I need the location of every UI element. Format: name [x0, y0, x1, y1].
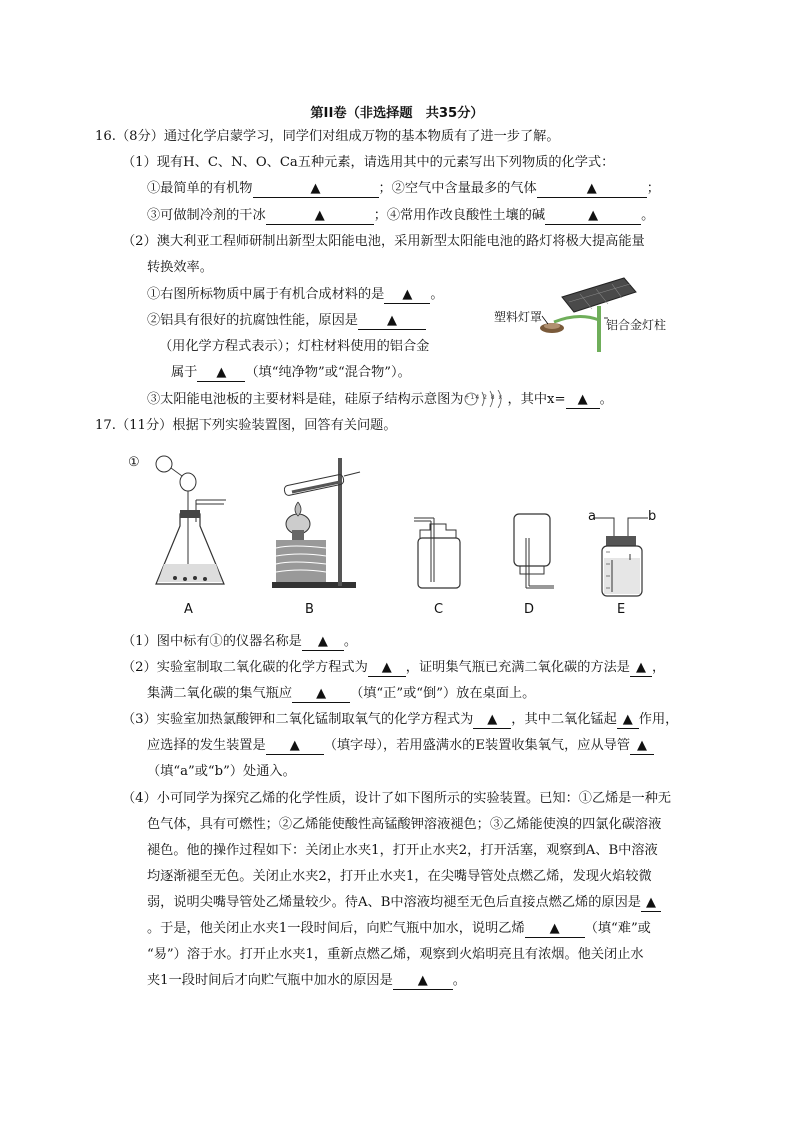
apparatus-c-drawing	[408, 508, 468, 608]
answer-marker: ▲	[586, 181, 597, 196]
answer-blank[interactable]	[473, 712, 511, 729]
q17-text: （3）实验室加热氯酸钾和二氧化锰制取氧气的化学方程式为	[122, 712, 474, 727]
answer-blank[interactable]	[630, 660, 652, 677]
answer-marker: ▲	[314, 208, 325, 223]
q17-text: 作用，	[638, 712, 679, 727]
answer-marker: ▲	[487, 712, 498, 727]
q16-sub2-text: ②铝具有很好的抗腐蚀性能，原因是	[147, 313, 358, 328]
answer-marker: ▲	[316, 686, 327, 701]
q16-row2	[147, 207, 654, 225]
q17-text: 集满二氧化碳的集气瓶应	[147, 686, 293, 701]
apparatus-label-a: A	[184, 602, 193, 617]
q16-item4: ；④常用作改良酸性土壤的碱	[373, 208, 546, 223]
q17-part4-line7: “易”）溶于水。打开止水夹1，重新点燃乙烯，观察到火焰明亮且有浓烟。他关闭止水	[147, 947, 644, 962]
q17-part3	[122, 711, 678, 729]
q16-part2-line2: 转换效率。	[147, 260, 213, 275]
q17-part4-line4: 均逐渐褪至无色。关闭止水夹2，打开止水夹1，在尖嘴导管处点燃乙烯，发现火焰较微	[147, 869, 652, 884]
answer-marker: ▲	[645, 895, 656, 910]
q16-stem: 16.（8分）通过化学启蒙学习，同学们对组成万物的基本物质有了进一步了解。	[95, 129, 560, 144]
q17-text: （填“正”或“倒”）放在桌面上。	[350, 686, 536, 701]
q17-text: （2）实验室制取二氧化碳的化学方程式为	[122, 660, 368, 675]
port-b-label: b	[648, 509, 657, 524]
q16-sub2-line3	[171, 364, 411, 382]
q16-row1	[147, 180, 660, 198]
punct: 。	[641, 208, 655, 223]
q17-text: ，证明集气瓶已充满二氧化碳的方法是	[405, 660, 630, 675]
answer-blank[interactable]	[384, 287, 430, 304]
q16-sub1-text: ①右图所标物质中属于有机合成材料的是	[147, 287, 385, 302]
q16-sub2-line2: （用化学方程式表示）；灯柱材料使用的铝合金	[159, 339, 430, 354]
answer-blank[interactable]	[641, 895, 661, 912]
q17-part3-line2	[147, 737, 654, 755]
answer-marker: ▲	[622, 712, 633, 727]
punct: 。	[343, 634, 358, 649]
q17-stem: 17.（11分）根据下列实验装置图，回答有关问题。	[95, 418, 397, 433]
solar-street-lamp-figure	[524, 272, 674, 352]
q17-part4-line5	[147, 894, 661, 912]
q17-part4-line8	[147, 972, 466, 990]
q16-part1: （1）现有H、C、N、O、Ca五种元素，请选用其中的元素写出下列物质的化学式：	[122, 155, 615, 170]
answer-marker: ▲	[387, 313, 397, 328]
answer-blank[interactable]	[302, 634, 344, 651]
answer-marker: ▲	[549, 921, 560, 936]
q16-sub3	[147, 390, 613, 409]
answer-blank[interactable]	[368, 660, 406, 677]
q17-part1	[122, 633, 357, 651]
answer-blank[interactable]	[545, 208, 641, 225]
answer-marker: ▲	[635, 660, 646, 675]
q16-sub2-text: 属于	[171, 365, 198, 380]
answer-marker: ▲	[216, 365, 227, 380]
label-alloy-pole: 铝合金灯柱	[606, 318, 667, 332]
answer-blank[interactable]	[197, 365, 245, 382]
answer-blank[interactable]	[393, 973, 453, 990]
label-plastic-lampshade: 塑料灯罩	[494, 310, 543, 324]
answer-blank[interactable]	[630, 738, 654, 755]
q16-sub2-text: （填“纯净物”或“混合物”）。	[245, 365, 411, 380]
apparatus-a-drawing	[150, 452, 230, 592]
q17-part4-line1: （4）小可同学为探究乙烯的化学性质，设计了如下图所示的实验装置。已知：①乙烯是一种无	[122, 791, 672, 806]
q16-sub3-text: ，其中x=	[507, 392, 566, 407]
q17-part4-line3: 褪色。他的操作过程如下：关闭止水夹1，打开止水夹2，打开活塞，观察到A、B中溶液	[147, 843, 658, 858]
q16-sub1	[147, 286, 444, 304]
punct: 。	[452, 973, 466, 988]
q16-item2: ；②空气中含量最多的气体	[378, 181, 537, 196]
apparatus-label-b: B	[305, 602, 314, 617]
answer-blank[interactable]	[253, 181, 379, 198]
answer-marker: ▲	[402, 287, 413, 302]
answer-blank[interactable]	[266, 738, 324, 755]
q17-part2-line2	[147, 685, 535, 703]
apparatus-d-drawing	[502, 508, 562, 608]
atom-structure-text: +14 2 8 x	[464, 394, 504, 401]
punct: 。	[599, 392, 613, 407]
answer-marker: ▲	[417, 973, 428, 988]
answer-blank[interactable]	[266, 208, 374, 225]
q17-text: 应选择的发生装置是	[147, 738, 266, 753]
q17-part2	[122, 659, 665, 677]
answer-blank[interactable]	[617, 712, 639, 729]
answer-blank[interactable]	[537, 181, 647, 198]
circle-label-1: ①	[128, 455, 140, 470]
q16-item3: ③可做制冷剂的干冰	[147, 208, 266, 223]
q17-text: （填字母），若用盛满水的E装置收集氧气，应从导管	[323, 738, 631, 753]
answer-marker: ▲	[310, 181, 321, 196]
q16-part2-line1: （2）澳大利亚工程师研制出新型太阳能电池，采用新型太阳能电池的路灯将极大提高能量	[122, 234, 645, 249]
answer-blank[interactable]	[525, 921, 585, 938]
port-a-label: a	[588, 509, 596, 524]
q17-text: 。于是，他关闭止水夹1一段时间后，向贮气瓶中加水，说明乙烯	[147, 921, 525, 936]
silicon-atom-diagram	[464, 390, 508, 406]
q17-text: （填“难”或	[584, 921, 651, 936]
punct: ，	[651, 660, 666, 675]
punct: ；	[646, 181, 660, 196]
section-title: 第II卷（非选择题 共35分）	[310, 106, 484, 121]
answer-marker: ▲	[289, 738, 300, 753]
q17-text: ，其中二氧化锰起	[511, 712, 617, 727]
answer-marker: ▲	[588, 208, 599, 223]
answer-blank[interactable]	[358, 313, 426, 330]
answer-blank[interactable]	[566, 392, 600, 409]
apparatus-b-drawing	[262, 452, 362, 592]
q16-item1: ①最简单的有机物	[147, 181, 253, 196]
q17-text: （1）图中标有①的仪器名称是	[122, 634, 302, 649]
apparatus-label-c: C	[434, 602, 444, 617]
q16-sub2	[147, 312, 426, 330]
q17-text: 夹1一段时间后才向贮气瓶中加水的原因是	[147, 973, 393, 988]
apparatus-label-e: E	[617, 602, 626, 617]
q17-part4-line6	[147, 920, 651, 938]
answer-marker: ▲	[637, 738, 648, 753]
q16-sub3-text: ③太阳能电池板的主要材料是硅，硅原子结构示意图为	[147, 392, 464, 407]
q17-part3-line3: （填“a”或“b”）处通入。	[147, 764, 296, 779]
answer-marker: ▲	[317, 634, 328, 649]
q17-part4-line2: 色气体，具有可燃性；②乙烯能使酸性高锰酸钾溶液褪色；③乙烯能使溴的四氯化碳溶液	[147, 817, 662, 832]
apparatus-label-d: D	[524, 602, 535, 617]
answer-marker: ▲	[381, 660, 392, 675]
answer-marker: ▲	[577, 392, 588, 407]
punct: 。	[430, 287, 444, 302]
q17-text: 弱，说明尖嘴导管处乙烯量较少。待A、B中溶液均褪至无色后直接点燃乙烯的原因是	[147, 895, 641, 910]
answer-blank[interactable]	[292, 686, 350, 703]
